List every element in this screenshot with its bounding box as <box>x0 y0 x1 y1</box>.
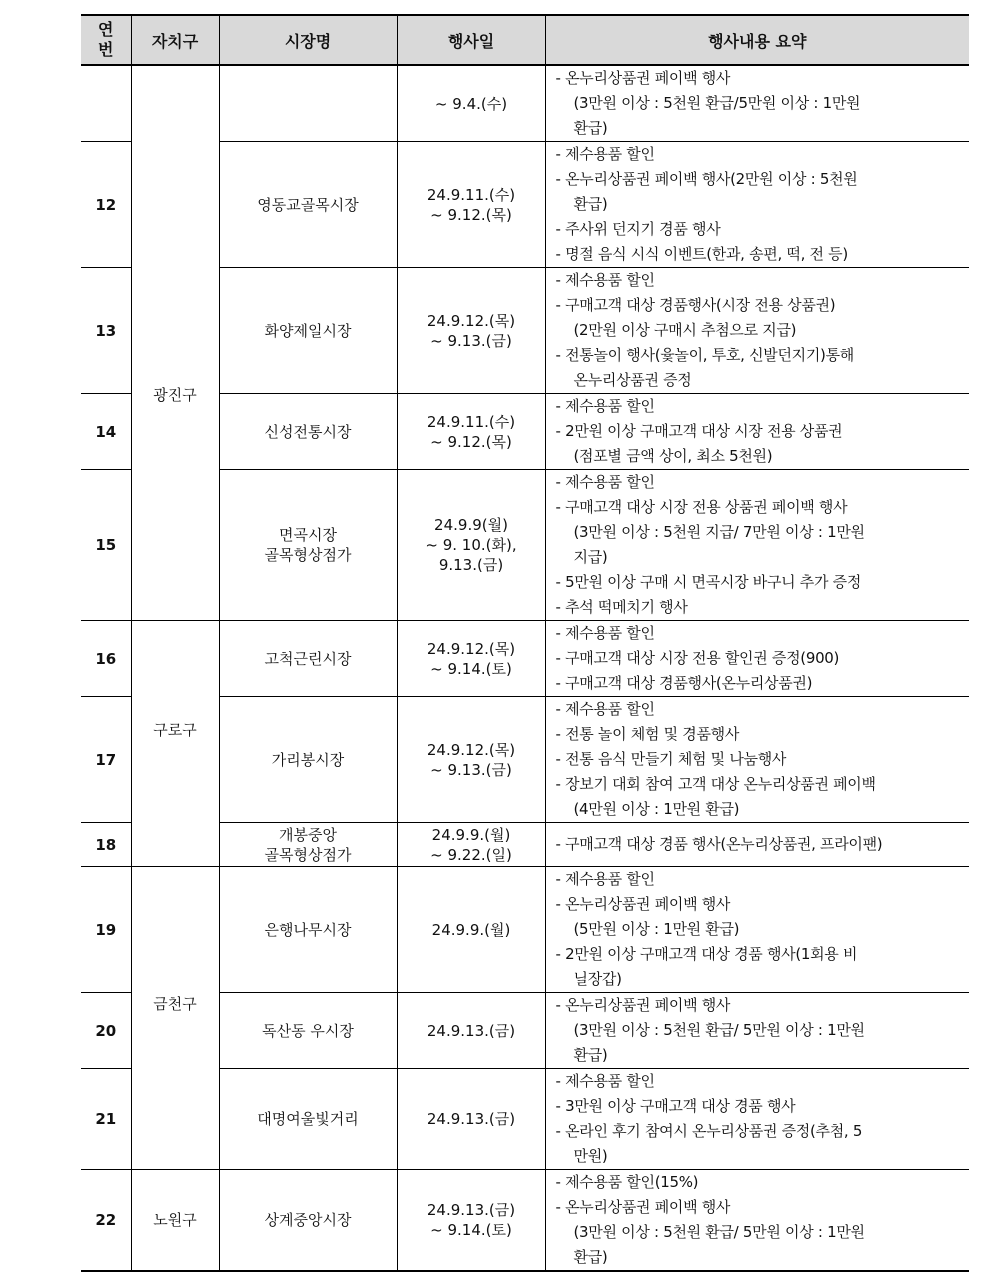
header-summary: 행사내용 요약 <box>545 15 969 65</box>
summary-line: (2만원 이상 구매시 추첨으로 지급) <box>573 321 797 339</box>
market-cell: 은행나무시장 <box>219 867 397 993</box>
summary-line: - 제수용품 할인(15%) <box>555 1173 699 1191</box>
summary-line: 지급) <box>573 548 608 566</box>
summary-line: - 온누리상품권 페이백 행사 <box>555 69 731 87</box>
summary-line: (3만원 이상 : 5천원 환급/ 5만원 이상 : 1만원 <box>573 1021 865 1039</box>
summary-line: - 3만원 이상 구매고객 대상 경품 행사 <box>555 1097 796 1115</box>
summary-line: - 구매고객 대상 경품 행사(온누리상품권, 프라이팬) <box>555 835 883 853</box>
date-cell: 24.9.13.(금) <box>397 993 545 1069</box>
date-cell: 24.9.9.(월) ~ 9.22.(일) <box>397 823 545 867</box>
date-cell: 24.9.11.(수) ~ 9.12.(목) <box>397 394 545 470</box>
row-number: 21 <box>81 1069 131 1170</box>
row-number: 13 <box>81 268 131 394</box>
summary-line: - 구매고객 대상 시장 전용 상품권 페이백 행사 <box>555 498 848 516</box>
table-header-row <box>81 15 969 65</box>
summary-line: - 2만원 이상 구매고객 대상 경품 행사(1회용 비 <box>555 945 858 963</box>
row-number: 19 <box>81 867 131 993</box>
summary-cell <box>545 823 969 867</box>
district-name: 노원구 <box>153 1211 197 1229</box>
row-number: 15 <box>81 470 131 621</box>
summary-line: 환급) <box>573 1046 608 1064</box>
table-row <box>81 621 969 697</box>
summary-line: (3만원 이상 : 5천원 지급/ 7만원 이상 : 1만원 <box>573 523 865 541</box>
district-cell <box>131 1170 219 1272</box>
district-cell <box>131 867 219 1170</box>
district-name: 금천구 <box>153 995 197 1013</box>
row-number: 16 <box>81 621 131 697</box>
summary-line: (3만원 이상 : 5천원 환급/5만원 이상 : 1만원 <box>573 94 861 112</box>
summary-line: 환급) <box>573 119 608 137</box>
summary-cell <box>545 394 969 470</box>
row-number: 18 <box>81 823 131 867</box>
summary-line: - 온누리상품권 페이백 행사 <box>555 895 731 913</box>
district-name: 광진구 <box>153 386 197 404</box>
date-cell: 24.9.9(월) ~ 9. 10.(화), 9.13.(금) <box>397 470 545 621</box>
summary-line: - 전통 음식 만들기 체험 및 나눔행사 <box>555 750 787 768</box>
summary-line: - 구매고객 대상 경품행사(시장 전용 상품권) <box>555 296 836 314</box>
date-cell: 24.9.13.(금) ~ 9.14.(토) <box>397 1170 545 1272</box>
market-cell: 대명여울빛거리 <box>219 1069 397 1170</box>
summary-line: 환급) <box>573 195 608 213</box>
market-cell: 신성전통시장 <box>219 394 397 470</box>
summary-line: - 5만원 이상 구매 시 면곡시장 바구니 추가 증정 <box>555 573 862 591</box>
summary-line: - 제수용품 할인 <box>555 145 655 163</box>
date-cell: 24.9.12.(목) ~ 9.14.(토) <box>397 621 545 697</box>
market-cell: 개봉중앙 골목형상점가 <box>219 823 397 867</box>
summary-line: - 전통 놀이 체험 및 경품행사 <box>555 725 740 743</box>
date-cell: 24.9.11.(수) ~ 9.12.(목) <box>397 142 545 268</box>
summary-line: 만원) <box>573 1147 608 1165</box>
summary-cell <box>545 142 969 268</box>
summary-line: - 온누리상품권 페이백 행사 <box>555 1198 731 1216</box>
summary-line: - 제수용품 할인 <box>555 624 655 642</box>
summary-line: - 제수용품 할인 <box>555 397 655 415</box>
row-number <box>81 65 131 142</box>
summary-cell <box>545 867 969 993</box>
summary-line: - 구매고객 대상 시장 전용 할인권 증정(900) <box>555 649 840 667</box>
header-district: 자치구 <box>131 15 219 65</box>
summary-cell <box>545 268 969 394</box>
market-events-table <box>81 14 969 1272</box>
header-date: 행사일 <box>397 15 545 65</box>
summary-line: - 명절 음식 시식 이벤트(한과, 송편, 떡, 전 등) <box>555 245 848 263</box>
market-cell: 고척근린시장 <box>219 621 397 697</box>
summary-cell <box>545 470 969 621</box>
summary-cell <box>545 993 969 1069</box>
summary-line: 닐장갑) <box>573 970 622 988</box>
market-cell: 가리봉시장 <box>219 697 397 823</box>
summary-line: (5만원 이상 : 1만원 환급) <box>573 920 740 938</box>
date-cell: 24.9.12.(목) ~ 9.13.(금) <box>397 697 545 823</box>
summary-line: - 제수용품 할인 <box>555 1072 655 1090</box>
header-no-line1: 연 <box>98 20 114 39</box>
summary-cell <box>545 65 969 142</box>
summary-line: - 구매고객 대상 경품행사(온누리상품권) <box>555 674 813 692</box>
row-number: 14 <box>81 394 131 470</box>
row-number: 17 <box>81 697 131 823</box>
market-cell: 상계중앙시장 <box>219 1170 397 1272</box>
summary-line: - 주사위 던지기 경품 행사 <box>555 220 721 238</box>
date-cell: 24.9.12.(목) ~ 9.13.(금) <box>397 268 545 394</box>
summary-line: - 제수용품 할인 <box>555 473 655 491</box>
summary-line: (3만원 이상 : 5천원 환급/ 5만원 이상 : 1만원 <box>573 1223 865 1241</box>
header-no-line2: 번 <box>98 40 114 59</box>
date-cell: 24.9.9.(월) <box>397 867 545 993</box>
header-market: 시장명 <box>219 15 397 65</box>
summary-cell <box>545 621 969 697</box>
market-cell: 면곡시장 골목형상점가 <box>219 470 397 621</box>
district-cell <box>131 621 219 867</box>
summary-line: - 온누리상품권 페이백 행사(2만원 이상 : 5천원 <box>555 170 858 188</box>
summary-cell <box>545 1170 969 1272</box>
header-no <box>81 15 131 65</box>
summary-line: - 제수용품 할인 <box>555 870 655 888</box>
summary-line: (점포별 금액 상이, 최소 5천원) <box>573 447 773 465</box>
summary-line: - 온라인 후기 참여시 온누리상품권 증정(추첨, 5 <box>555 1122 863 1140</box>
row-number: 22 <box>81 1170 131 1272</box>
summary-line: - 2만원 이상 구매고객 대상 시장 전용 상품권 <box>555 422 843 440</box>
summary-line: - 제수용품 할인 <box>555 271 655 289</box>
date-cell: 24.9.13.(금) <box>397 1069 545 1170</box>
table-row <box>81 1170 969 1272</box>
summary-line: - 장보기 대회 참여 고객 대상 온누리상품권 페이백 <box>555 775 876 793</box>
district-cell <box>131 65 219 621</box>
summary-line: - 온누리상품권 페이백 행사 <box>555 996 731 1014</box>
summary-line: - 제수용품 할인 <box>555 700 655 718</box>
summary-line: 온누리상품권 증정 <box>573 371 692 389</box>
summary-cell <box>545 1069 969 1170</box>
market-cell: 영동교골목시장 <box>219 142 397 268</box>
market-cell: 화양제일시장 <box>219 268 397 394</box>
row-number: 12 <box>81 142 131 268</box>
market-cell <box>219 65 397 142</box>
summary-line: 환급) <box>573 1248 608 1266</box>
table-row <box>81 65 969 142</box>
row-number: 20 <box>81 993 131 1069</box>
date-cell: ~ 9.4.(수) <box>397 65 545 142</box>
table-row <box>81 867 969 993</box>
district-name: 구로구 <box>153 720 197 739</box>
market-cell: 독산동 우시장 <box>219 993 397 1069</box>
summary-line: - 추석 떡메치기 행사 <box>555 598 688 616</box>
summary-line: (4만원 이상 : 1만원 환급) <box>573 800 740 818</box>
summary-line: - 전통놀이 행사(윷놀이, 투호, 신발던지기)통해 <box>555 346 854 364</box>
summary-cell <box>545 697 969 823</box>
